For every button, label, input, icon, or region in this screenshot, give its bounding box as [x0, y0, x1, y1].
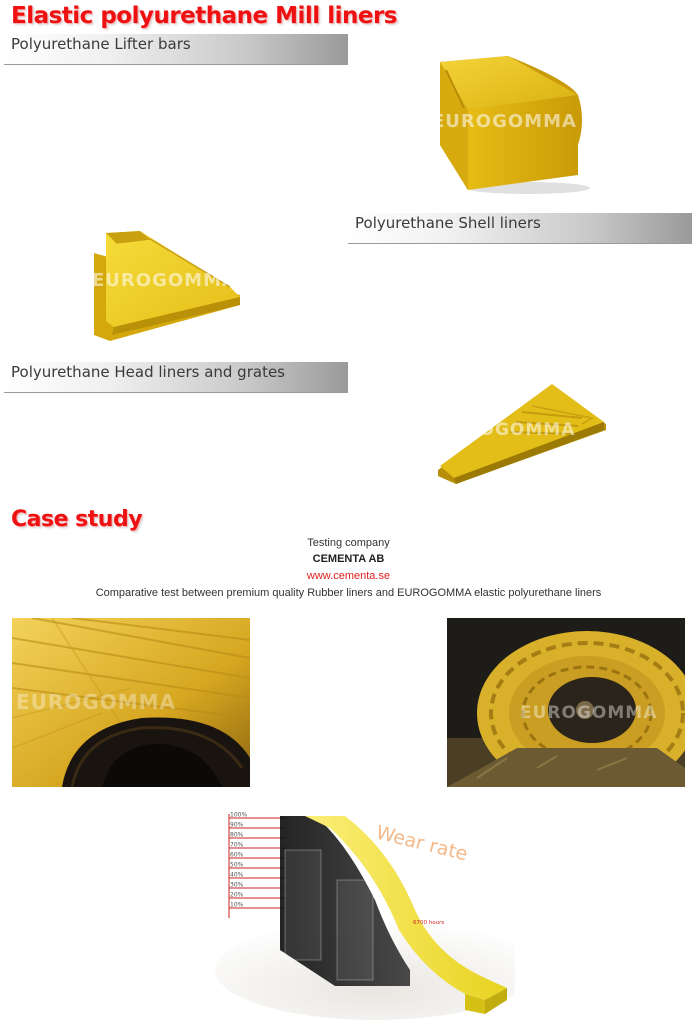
y-tick-label: 50%	[230, 861, 244, 869]
company-website-link[interactable]: www.cementa.se	[306, 570, 391, 582]
shell-liners-label: Polyurethane Shell liners	[348, 213, 692, 244]
head-liners-label: Polyurethane Head liners and grates	[4, 362, 348, 393]
y-tick-label: 20%	[230, 891, 244, 899]
y-tick-label: 10%	[230, 901, 244, 909]
y-tick-label: 40%	[230, 871, 244, 879]
y-tick-label: 30%	[230, 881, 244, 889]
company-name: CEMENTA AB	[312, 553, 385, 565]
y-tick-label: 70%	[230, 841, 244, 849]
hours-annotation: 6700 hours	[413, 920, 445, 926]
wear-rate-chart	[185, 800, 515, 1020]
y-tick-label: 100%	[230, 811, 248, 819]
watermark-text: EUROGOMMA	[16, 690, 177, 714]
case-description: Comparative test between premium quality Rubber liners and EUROGOMMA elastic polyurethane liners	[95, 587, 602, 599]
testing-company-label: Testing company	[307, 537, 390, 549]
y-tick-label: 80%	[230, 831, 244, 839]
y-tick-label: 90%	[230, 821, 244, 829]
watermark-text: EUROGOMMA	[432, 111, 577, 132]
watermark-text: EUROGOMMA	[520, 703, 658, 723]
watermark-text: EUROGOMMA	[438, 420, 576, 440]
page-title: Elastic polyurethane Mill liners	[11, 3, 397, 29]
y-tick-label: 60%	[230, 851, 244, 859]
lifter-bars-label: Polyurethane Lifter bars	[4, 34, 348, 65]
y-axis	[229, 812, 285, 919]
chart-title: Wear rate	[373, 821, 470, 866]
watermark-text: EUROGOMMA	[92, 270, 237, 291]
case-study-heading: Case study	[11, 507, 143, 532]
